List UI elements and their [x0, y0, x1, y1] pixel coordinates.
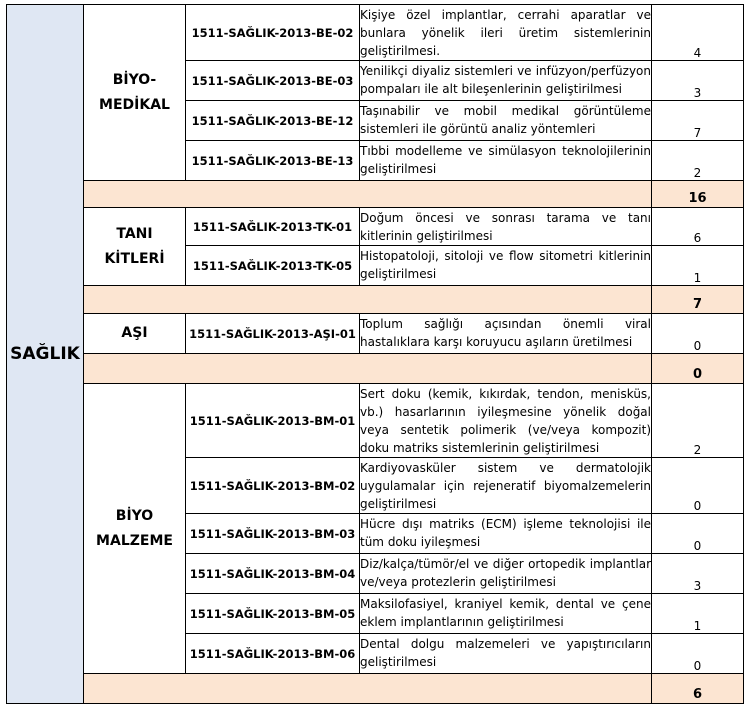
project-code: 1511-SAĞLIK-2013-BE-03: [186, 61, 360, 101]
subtotal-row: [7, 674, 744, 704]
project-code: 1511-SAĞLIK-2013-BM-05: [186, 594, 360, 634]
subcategory-tani-kitleri: TANI KİTLERİ: [84, 208, 186, 286]
project-count: 3: [652, 554, 744, 594]
project-code: 1511-SAĞLIK-2013-BM-01: [186, 384, 360, 458]
subtotal-value: 16: [652, 181, 744, 208]
project-code: 1511-SAĞLIK-2013-BM-04: [186, 554, 360, 594]
project-description: Yenilikçi diyaliz sistemleri ve infüzyon/perfüzyon pompaları ile alt bileşenlerinin geliştirilmesi: [360, 61, 652, 101]
subtotal-row: [7, 286, 744, 314]
table-row: [7, 5, 744, 61]
project-code: 1511-SAĞLIK-2013-BM-06: [186, 634, 360, 674]
project-description: Hücre dışı matriks (ECM) işleme teknolojisi ile tüm doku iyileşmesi: [360, 514, 652, 554]
project-description: Toplum sağlığı açısından önemli viral hastalıklara karşı koruyucu aşıların üretilmesi: [360, 314, 652, 354]
project-description: Dental dolgu malzemeleri ve yapıştırıcıların geliştirilmesi: [360, 634, 652, 674]
subcategory-asi: AŞI: [84, 314, 186, 354]
project-count: 6: [652, 208, 744, 246]
table-row: [7, 208, 744, 246]
subtotal-value: 0: [652, 354, 744, 384]
project-count: 1: [652, 594, 744, 634]
subtotal-value: 7: [652, 286, 744, 314]
subcategory-biyo-malzeme: BİYO MALZEME: [84, 384, 186, 674]
project-count: 0: [652, 458, 744, 514]
project-code: 1511-SAĞLIK-2013-TK-01: [186, 208, 360, 246]
project-count: 7: [652, 101, 744, 141]
project-count: 0: [652, 314, 744, 354]
project-code: 1511-SAĞLIK-2013-BE-13: [186, 141, 360, 181]
project-code: 1511-SAĞLIK-2013-BE-02: [186, 5, 360, 61]
project-count: 4: [652, 5, 744, 61]
project-count: 0: [652, 514, 744, 554]
project-count: 0: [652, 634, 744, 674]
project-count: 2: [652, 384, 744, 458]
main-category-label: SAĞLIK: [10, 344, 80, 364]
project-count: 1: [652, 246, 744, 286]
project-count: 3: [652, 61, 744, 101]
subtotal-row: [7, 354, 744, 384]
project-description: Histopatoloji, sitoloji ve flow sitometri kitlerinin geliştirilmesi: [360, 246, 652, 286]
project-table: [6, 4, 744, 704]
project-description: Taşınabilir ve mobil medikal görüntüleme sistemleri ile görüntü analiz yöntemleri: [360, 101, 652, 141]
table-row: [7, 384, 744, 458]
project-description: Tıbbi modelleme ve simülasyon teknolojilerinin geliştirilmesi: [360, 141, 652, 181]
project-count: 2: [652, 141, 744, 181]
project-code: 1511-SAĞLIK-2013-BM-03: [186, 514, 360, 554]
project-description: Kişiye özel implantlar, cerrahi aparatlar ve bunlara yönelik ileri üretim sistemlerinin geliştirilmesi.: [360, 5, 652, 61]
project-code: 1511-SAĞLIK-2013-BM-02: [186, 458, 360, 514]
project-description: Diz/kalça/tümör/el ve diğer ortopedik implantlar ve/veya protezlerin geliştirilmesi: [360, 554, 652, 594]
table-row: [7, 314, 744, 354]
main-category-cell: [7, 5, 84, 704]
subcategory-biyomedikal: BİYO- MEDİKAL: [84, 5, 186, 181]
subtotal-value: 6: [652, 674, 744, 704]
project-code: 1511-SAĞLIK-2013-TK-05: [186, 246, 360, 286]
project-code: 1511-SAĞLIK-2013-AŞI-01: [186, 314, 360, 354]
project-code: 1511-SAĞLIK-2013-BE-12: [186, 101, 360, 141]
project-description: Sert doku (kemik, kıkırdak, tendon, menisküs, vb.) hasarlarının iyileşmesine yönelik doğal veya sentetik polimerik (ve/veya kompozit) doku matriks sistemlerinin geliştirilmesi: [360, 384, 652, 458]
project-description: Maksilofasiyel, kraniyel kemik, dental ve çene eklem implantlarının geliştirilmesi: [360, 594, 652, 634]
project-description: Doğum öncesi ve sonrası tarama ve tanı kitlerinin geliştirilmesi: [360, 208, 652, 246]
subtotal-row: [7, 181, 744, 208]
project-description: Kardiyovasküler sistem ve dermatolojik uygulamalar için rejeneratif biyomalzemelerin geliştirilmesi: [360, 458, 652, 514]
